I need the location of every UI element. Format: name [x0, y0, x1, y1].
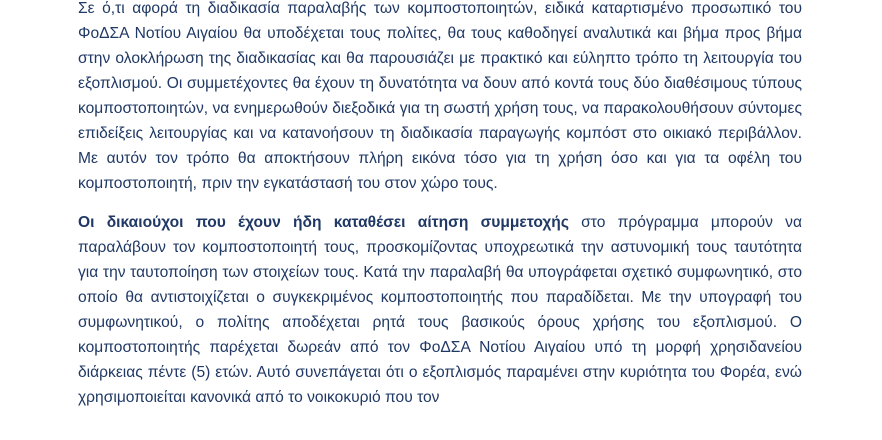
paragraph-bold-lead: Οι δικαιούχοι που έχουν ήδη καταθέσει αίτηση συμμετοχής [78, 214, 569, 231]
paragraph-collection-process [78, 0, 802, 196]
document-page [78, 0, 802, 410]
paragraph-text: Σε ό,τι αφορά τη διαδικασία παραλαβής των κομποστοποιητών, ειδικά καταρτισμένο προσωπικό του ΦοΔΣΑ Νοτίου Αιγαίου θα υποδέχεται τους πολίτες, θα τους καθοδηγεί αναλυτικά και βήμα προς βήμα στην ολοκλήρωση της διαδικασίας και θα παρουσιάζει με πρακτικό και εύληπτο τρόπο τη λειτουργία του εξοπλισμού. Οι συμμετέχοντες θα έχουν τη δυνατότητα να δουν από κοντά τους δύο διαθέσιμους τύπους κομποστοποιητών, να ενημερωθούν διεξοδικά για τη σωστή χρήση τους, να παρακολουθήσουν σύντομες επιδείξεις λειτουργίας και να κατανοήσουν τη διαδικασία παραγωγής κομπόστ στο οικιακό περιβάλλον. Με αυτόν τον τρόπο θα αποκτήσουν πλήρη εικόνα τόσο για τη χρήση όσο και για τα οφέλη του κομποστοποιητή, πριν την εγκατάστασή του στον χώρο τους. [78, 0, 802, 192]
paragraph-eligible-beneficiaries [78, 210, 802, 410]
paragraph-text: στο πρόγραμμα μπορούν να παραλάβουν τον κομποστοποιητή τους, προσκομίζοντας υποχρεωτικά την αστυνομική τους ταυτότητα για την ταυτοποίηση των στοιχείων τους. Κατά την παραλαβή θα υπογράφεται σχετικό συμφωνητικό, στο οποίο θα αντιστοιχίζεται ο συγκεκριμένος κομποστοποιητής που παραδίδεται. Με την υπογραφή του συμφωνητικού, ο πολίτης αποδέχεται ρητά τους βασικούς όρους χρήσης του εξοπλισμού. Ο κομποστοποιητής παρέχεται δωρεάν από τον ΦοΔΣΑ Νοτίου Αιγαίου υπό τη μορφή χρησιδανείου διάρκειας πέντε (5) ετών. Αυτό συνεπάγεται ότι ο εξοπλισμός παραμένει στην κυριότητα του Φορέα, ενώ χρησιμοποιείται κανονικά από το νοικοκυριό που τον [78, 214, 802, 406]
